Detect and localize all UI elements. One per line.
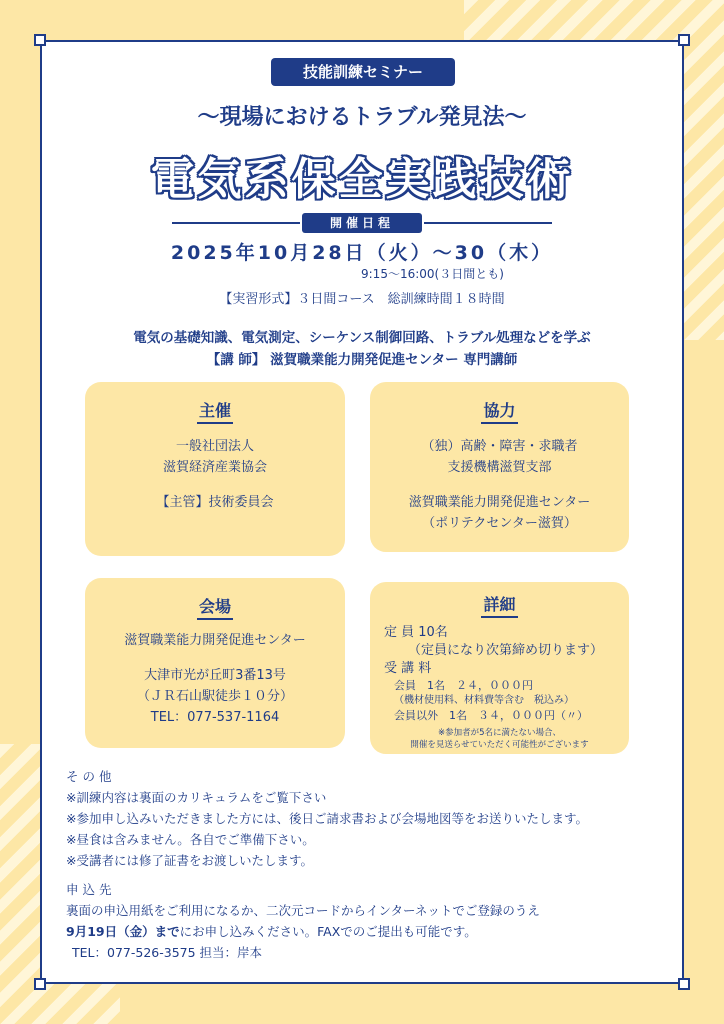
venue-box (85, 578, 345, 748)
details-heading: 詳細 (481, 592, 517, 618)
venue-name: 滋賀職業能力開発促進センター (124, 633, 306, 648)
corner-square (34, 34, 46, 46)
venue-address: 大津市光が丘町3番13号 (144, 668, 286, 683)
cooperation-box (370, 382, 629, 552)
event-time: 9:15～16:00(３日間とも) (361, 267, 504, 281)
apply-line-rest: にお申し込みください。FAXでのご提出も可能です。 (179, 924, 477, 939)
seminar-badge: 技能訓練セミナー (271, 58, 455, 86)
schedule-label: 開催日程 (302, 213, 422, 233)
host-heading: 主催 (197, 398, 233, 424)
cancellation-note: ※参加者が5名に満たない場合、 (437, 728, 562, 738)
cooperation-line: 支援機構滋賀支部 (447, 460, 552, 475)
other-item: ※受講者には修了証書をお渡しいたします。 (66, 853, 313, 868)
host-line: 滋賀経済産業協会 (162, 460, 267, 475)
fee-member: 会員 1名 ２４，０００円 (394, 679, 533, 692)
other-heading: そ の 他 (66, 769, 112, 784)
training-format: 【実習形式】３日間コース 総訓練時間１８時間 (219, 292, 505, 307)
capacity: 定 員 10名 (384, 625, 448, 640)
apply-deadline: 9月19日（金）まで (66, 924, 180, 939)
apply-line (66, 921, 588, 942)
apply-heading: 申 込 先 (66, 882, 112, 897)
capacity-note: （定員になり次第締め切ります） (408, 643, 604, 658)
apply-contact: TEL：077-526-3575 担当：岸本 (72, 945, 263, 960)
cooperation-line: （独）高齢・障害・求職者 (421, 439, 578, 454)
cancellation-note: 開催を見送らせていただく可能性がございます (410, 740, 589, 750)
apply-line: 裏面の申込用紙をご利用になるか、二次元コードからインターネットでご登録のうえ (66, 903, 540, 918)
corner-square (678, 34, 690, 46)
host-line: 一般社団法人 (175, 439, 254, 454)
page-title: 電気系保全実践技術 (150, 154, 574, 205)
other-item: ※訓練内容は裏面のカリキュラムをご覧下さい (66, 790, 327, 805)
cooperation-line: 滋賀職業能力開発促進センター (408, 495, 591, 510)
fee-nonmember: 会員以外 1名 ３４，０００円（〃） (394, 709, 588, 722)
fee-label: 受 講 料 (384, 661, 432, 676)
venue-tel: TEL：077-537-1164 (150, 710, 280, 725)
divider (172, 222, 300, 224)
fee-note: （機材使用料、材料費等含む 税込み） (394, 695, 574, 706)
event-date: 2025年10月28日（火）～30（木） (170, 242, 554, 264)
divider (424, 222, 552, 224)
cooperation-line: （ポリテクセンター滋賀） (422, 516, 577, 531)
other-item: ※参加申し込みいただきました方には、後日ご請求書および会場地図等をお送りいたします。 (66, 811, 588, 826)
other-info (66, 766, 588, 963)
lecturer: 【講 師】 滋賀職業能力開発促進センター 専門講師 (206, 352, 518, 368)
other-item: ※昼食は含みません。各自でご準備下さい。 (66, 832, 315, 847)
host-line: 【主管】技術委員会 (156, 495, 274, 510)
course-summary: 電気の基礎知識、電気測定、シーケンス制御回路、トラブル処理などを学ぶ (133, 330, 591, 346)
venue-heading: 会場 (197, 594, 233, 620)
details-box (370, 582, 629, 754)
host-box (85, 382, 345, 556)
subtitle: ～現場におけるトラブル発見法～ (197, 105, 527, 130)
venue-access: （ＪＲ石山駅徒歩１０分） (136, 689, 293, 704)
corner-square (34, 978, 46, 990)
cooperation-heading: 協力 (481, 398, 517, 424)
corner-square (678, 978, 690, 990)
